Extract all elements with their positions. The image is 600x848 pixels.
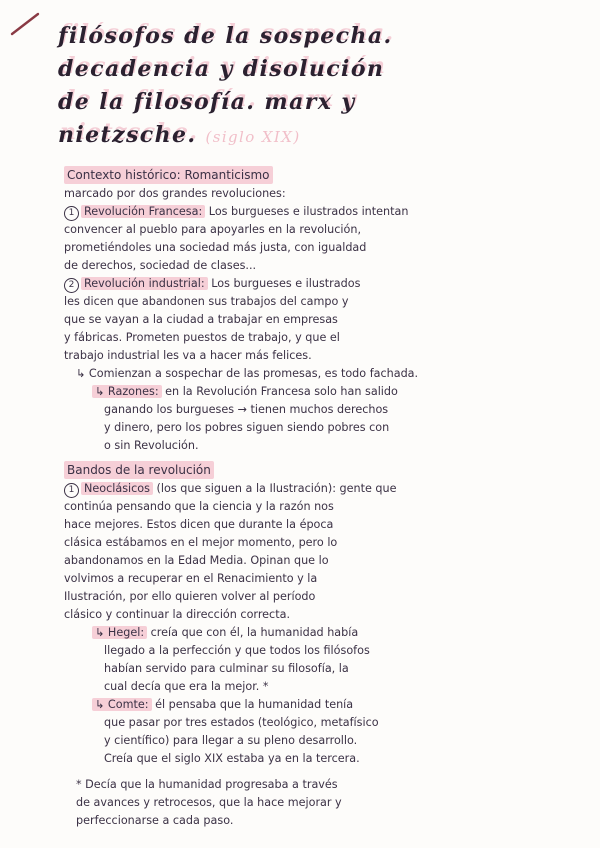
section-heading-context: Contexto histórico: Romanticismo [64,166,273,184]
number-badge: 1 [64,206,79,221]
reasons-line: ganando los burgueses → tienen muchos derechos [104,403,389,416]
pen-stroke-icon [8,6,42,40]
comte-text: él pensaba que la humanidad tenía [155,698,354,711]
suspicion-arrow: ↳ Comienzan a sospechar de las promesas, es todo fachada. [76,367,419,380]
comte-line: Creía que el siglo XIX estaba ya en la tercera. [104,752,360,765]
section-heading-bands: Bandos de la revolución [64,461,214,479]
reasons-line: y dinero, pero los pobres siguen siendo pobres con [104,421,390,434]
footnote-line: * Decía que la humanidad progresaba a través [76,778,338,791]
neoclassics-line: hace mejores. Estos dicen que durante la época [64,518,334,531]
hegel-label: ↳ Hegel: [92,626,147,639]
rev1-text: Los burgueses e ilustrados intentan [208,205,409,218]
rev2-line: y fábricas. Prometen puestos de trabajo, y que el [64,331,340,344]
rev2-text: Los burgueses e ilustrados [211,277,361,290]
hegel-line: llegado a la perfección y que todos los filósofos [104,644,370,657]
title-line-4 [58,119,558,154]
number-badge: 1 [64,483,79,498]
reasons-line: o sin Revolución. [104,439,199,452]
neoclassics-line: abandonamos en la Edad Media. Opinan que lo [64,554,329,567]
reasons-text: en la Revolución Francesa solo han salido [165,385,398,398]
footnote-line: de avances y retrocesos, que la hace mejorar y [76,796,342,809]
title-line-2: decadencia y disolución [58,56,385,82]
neoclassics-line: volvimos a recuperar en el Renacimiento y la [64,572,318,585]
reasons-label: ↳ Razones: [92,385,162,398]
comte-line: que pasar por tres estados (teológico, metafísico [104,716,379,729]
context-intro: marcado por dos grandes revoluciones: [64,187,286,200]
rev1-line: convencer al pueblo para apoyarles en la revolución, [64,223,361,236]
number-badge: 2 [64,278,79,293]
title-line-1: filósofos de la sospecha. [58,23,393,49]
neoclassics-line: clásica estábamos en el mejor momento, pero lo [64,536,338,549]
rev1-line: de derechos, sociedad de clases... [64,259,257,272]
footnote-line: perfeccionarse a cada paso. [76,814,234,827]
neoclassics-text: (los que siguen a la Ilustración): gente que [156,482,397,495]
rev1-line: prometiéndoles una sociedad más justa, con igualdad [64,241,367,254]
hegel-line: cual decía que era la mejor. * [104,680,269,693]
comte-line: y científico) para llegar a su pleno desarrollo. [104,734,358,747]
rev1-label: Revolución Francesa: [81,205,205,218]
hegel-text: creía que con él, la humanidad había [150,626,359,639]
rev2-label: Revolución industrial: [81,277,208,290]
neoclassics-label: Neoclásicos [81,482,153,495]
neoclassics-line: clásico y continuar la dirección correcta. [64,608,291,621]
rev2-line: que se vayan a la ciudad a trabajar en empresas [64,313,338,326]
comte-label: ↳ Comte: [92,698,152,711]
hegel-line: habían servido para culminar su filosofía, la [104,662,349,675]
title-nietzsche: nietzsche. [58,122,197,148]
rev2-line: trabajo industrial les va a hacer más felices. [64,349,312,362]
neoclassics-line: Ilustración, por ello quieren volver al período [64,590,316,603]
notes-body [64,166,556,830]
title-block [58,20,558,154]
title-century: (siglo XIX) [205,128,301,146]
title-line-3: de la filosofía. marx y [58,89,356,115]
neoclassics-line: continúa pensando que la ciencia y la razón nos [64,500,334,513]
rev2-line: les dicen que abandonen sus trabajos del campo y [64,295,349,308]
